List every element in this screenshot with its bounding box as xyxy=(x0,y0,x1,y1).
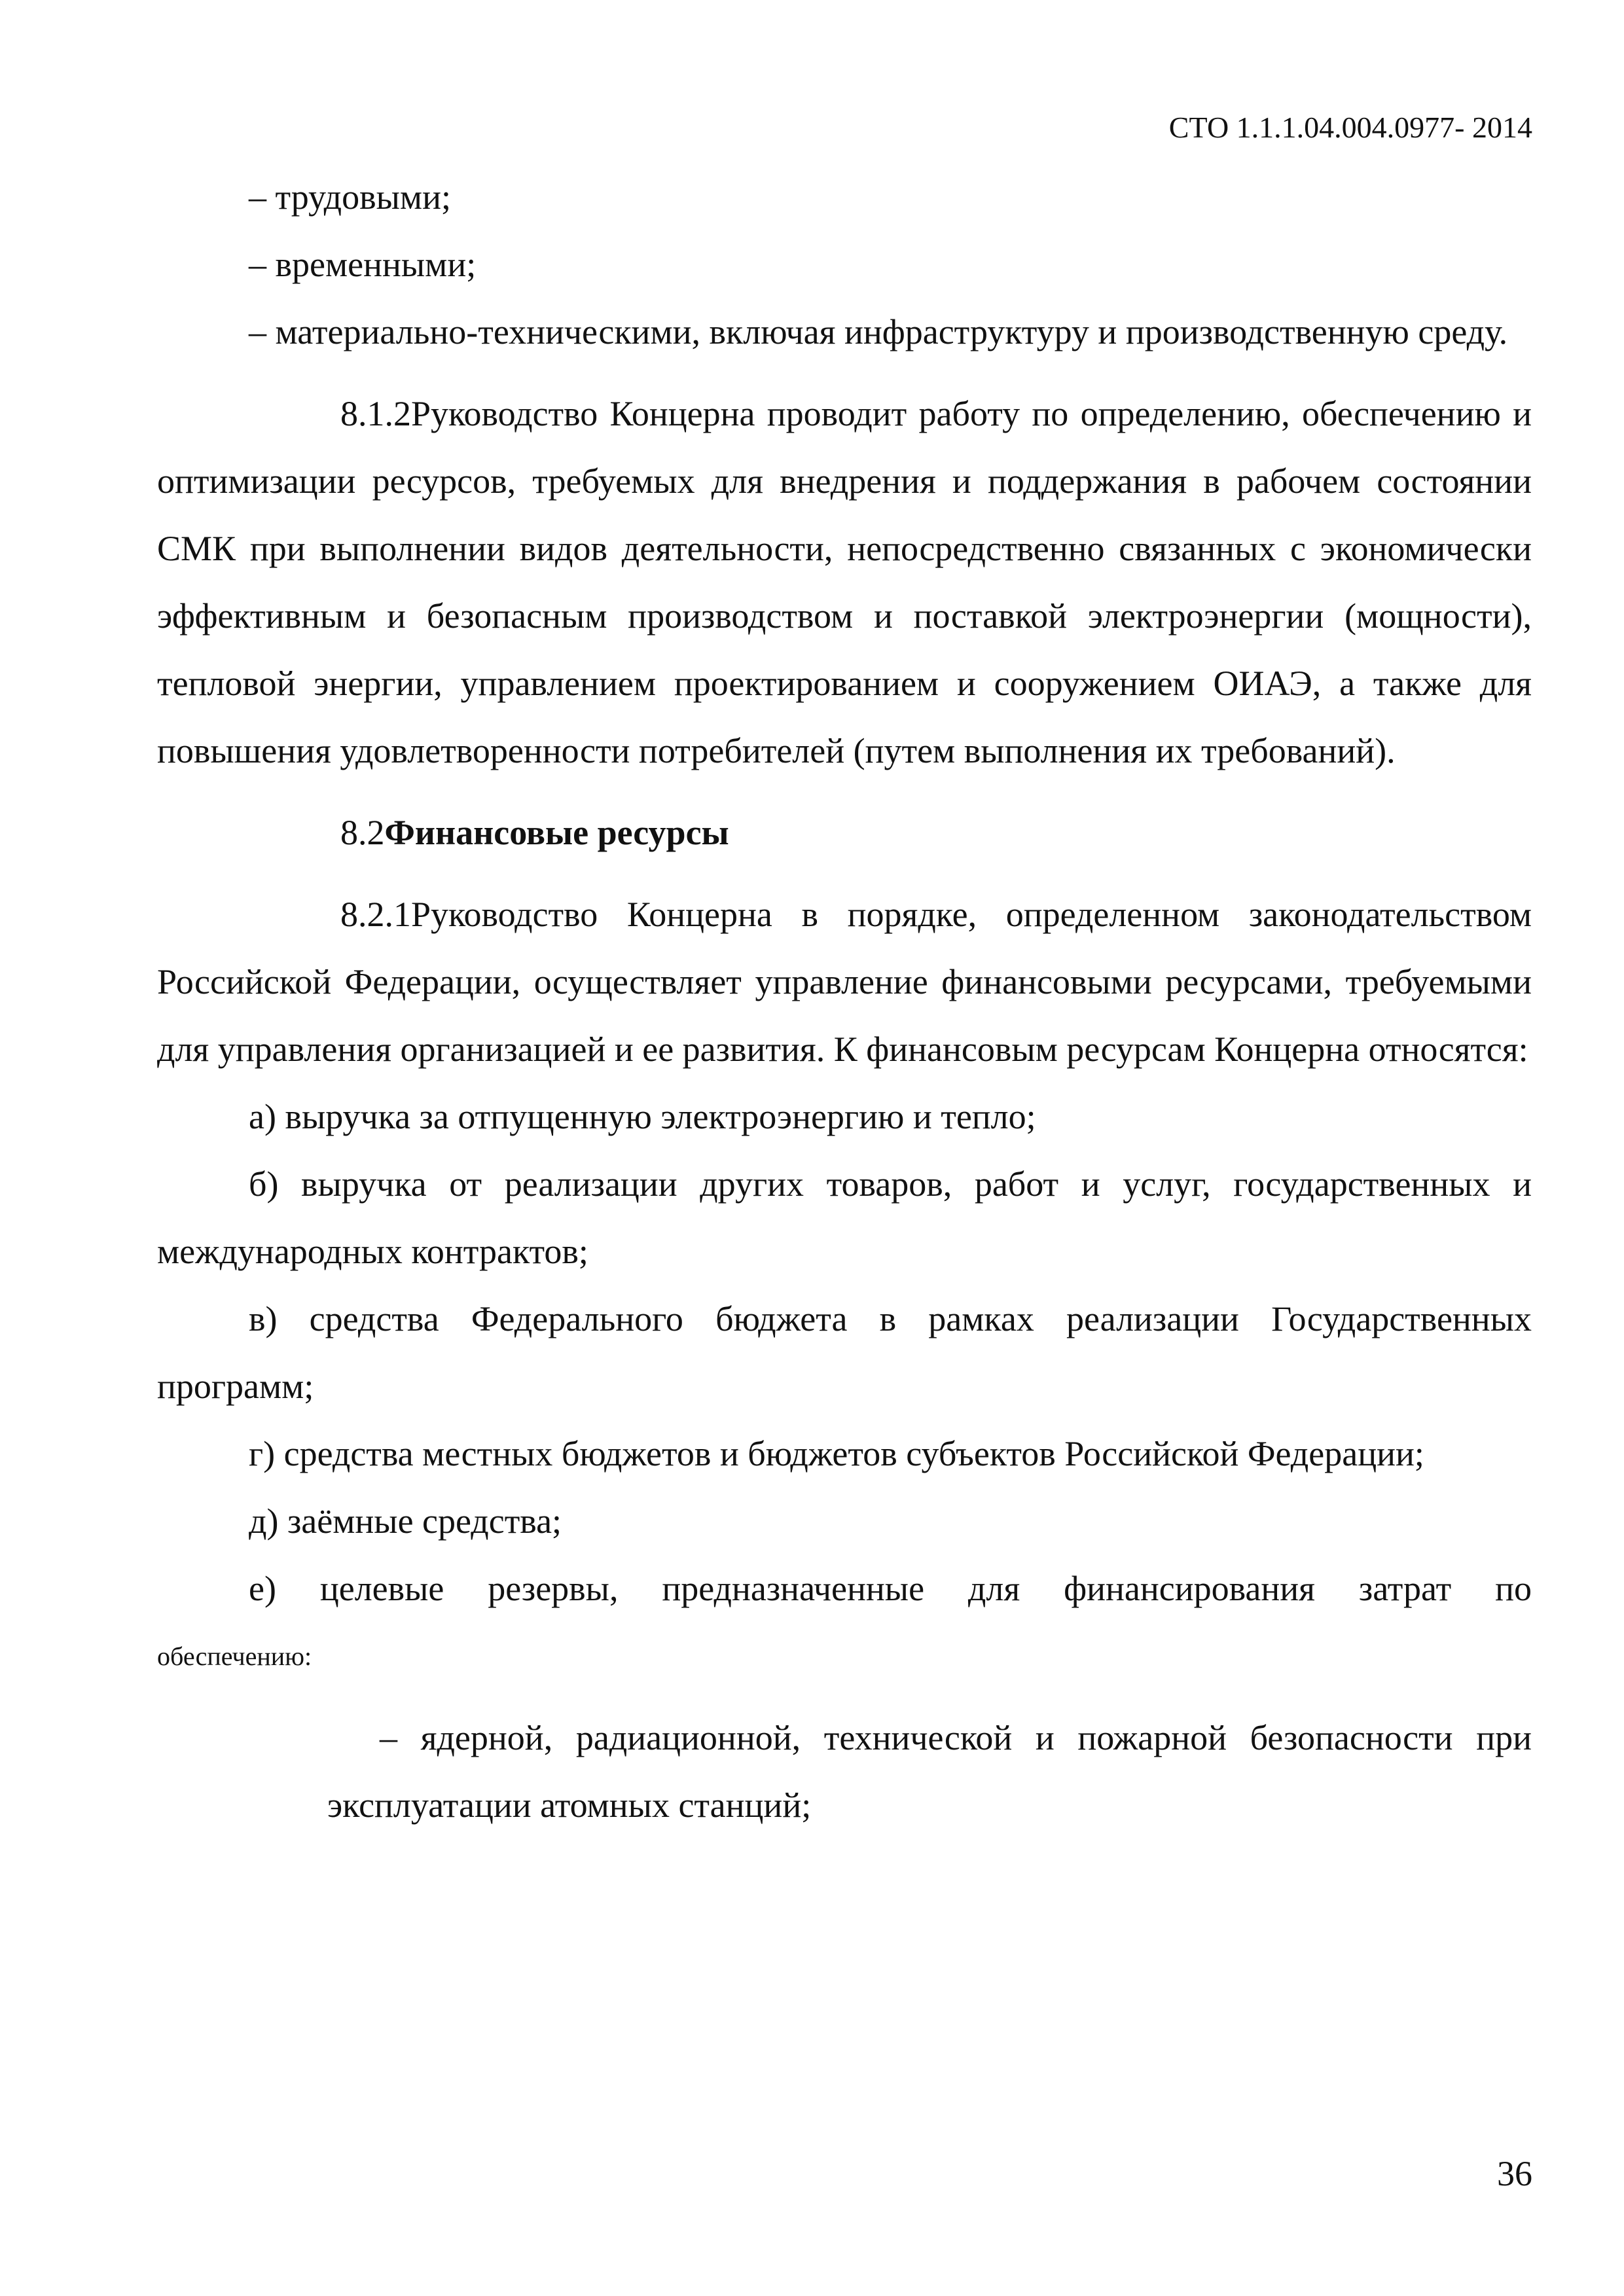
list-item-labor: – трудовыми; xyxy=(249,177,451,217)
paragraph-text: Руководство Концерна в порядке, определенном законодательством Российской Федерации, осуществляет управление финансовыми ресурсами, требуемыми для управления организацией и ее развития. К финансовым ресурсам Концерна относятся: xyxy=(157,895,1532,1069)
sub-list-item-safety: – ядерной, радиационной, технической и пожарной безопасности при эксплуатации атомных станций; xyxy=(327,1718,1532,1825)
list-item-e: е) целевые резервы, предназначенные для финансирования затрат по xyxy=(249,1569,1532,1608)
list-item-v: в) средства Федерального бюджета в рамках реализации Государственных программ; xyxy=(157,1299,1532,1406)
section-number: 8.2.1 xyxy=(340,895,411,934)
document-code-header: СТО 1.1.1.04.004.0977- 2014 xyxy=(1168,111,1532,144)
section-title: Финансовые ресурсы xyxy=(384,813,729,852)
section-number: 8.2 xyxy=(340,813,385,852)
paragraph-text: Руководство Концерна проводит работу по определению, обеспечению и оптимизации ресурсов, требуемых для внедрения и поддержания в рабочем состоянии СМК при выполнении видов деятельности, непосредственно связанных с экономически эффективным и безопасным производством и поставкой электроэнергии (мощности), тепловой энергии, управлением проектированием и сооружением ОИАЭ, а также для повышения удовлетворенности потребителей (путем выполнения их требований). xyxy=(157,394,1532,770)
list-item-b: б) выручка от реализации других товаров, работ и услуг, государственных и международных контрактов; xyxy=(157,1164,1532,1271)
list-item-a: а) выручка за отпущенную электроэнергию и тепло; xyxy=(249,1097,1036,1136)
list-item-e-continuation: обеспечению: xyxy=(157,1641,312,1671)
list-item-d: д) заёмные средства; xyxy=(249,1501,562,1541)
section-number: 8.1.2 xyxy=(340,394,411,433)
list-item-material: – материально-техническими, включая инфраструктуру и производственную среду. xyxy=(249,312,1508,351)
paragraph-8-1-2 xyxy=(157,380,1532,785)
section-heading-8-2 xyxy=(157,799,1532,867)
list-item-g: г) средства местных бюджетов и бюджетов субъектов Российской Федерации; xyxy=(249,1434,1424,1473)
list-item-time: – временными; xyxy=(249,245,477,284)
page-number: 36 xyxy=(1497,2154,1532,2193)
paragraph-8-2-1 xyxy=(157,881,1532,1083)
document-body xyxy=(157,164,1532,1839)
